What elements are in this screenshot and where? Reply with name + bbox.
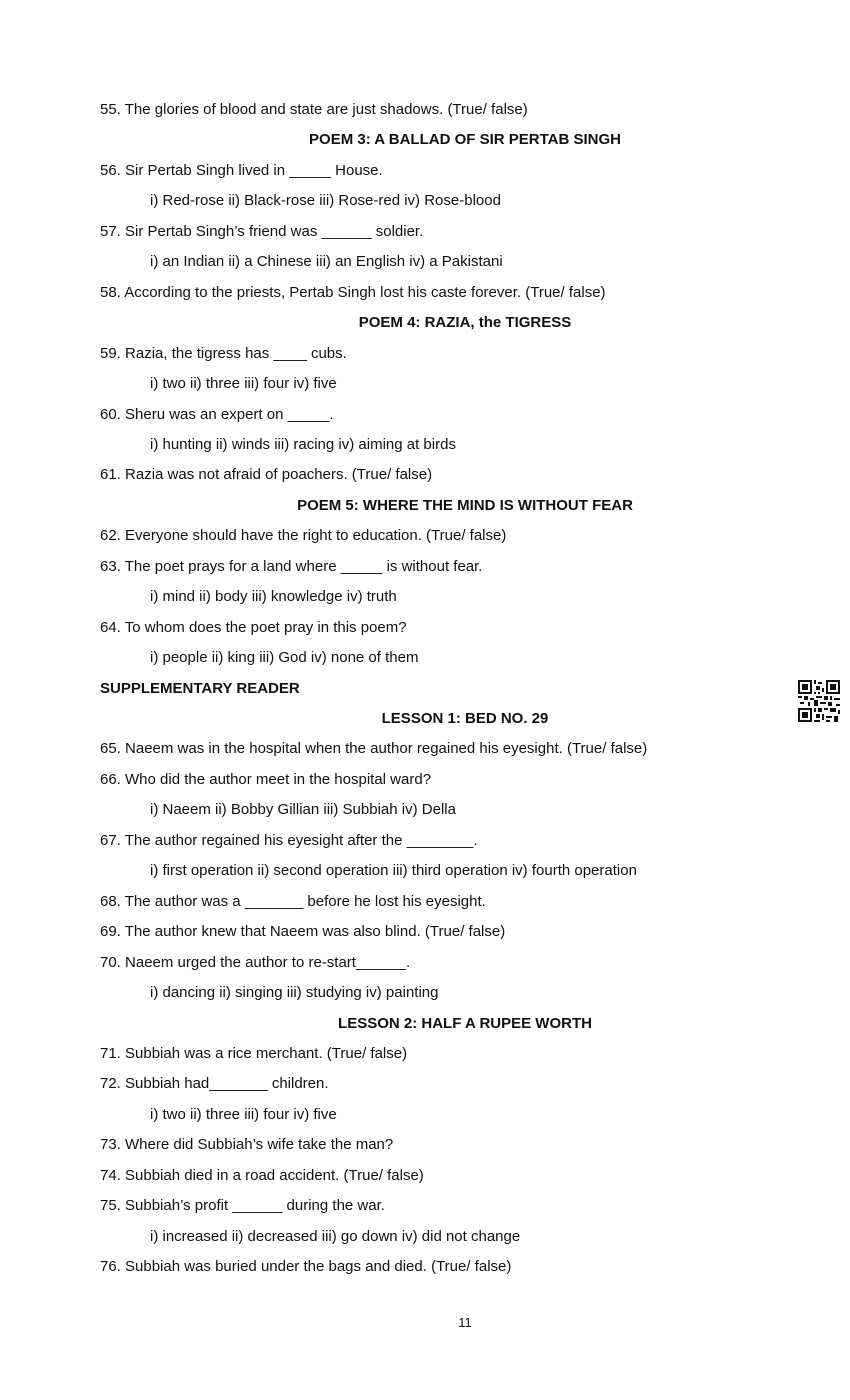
question-text: 60. Sheru was an expert on _____.: [100, 405, 334, 423]
answer-options: i) mind ii) body iii) knowledge iv) truth: [150, 588, 397, 606]
section-heading: LESSON 2: HALF A RUPEE WORTH: [338, 1014, 592, 1032]
question-text: 71. Subbiah was a rice merchant. (True/ false): [100, 1044, 408, 1062]
answer-options: i) people ii) king iii) God iv) none of them: [150, 649, 419, 667]
question-text: 69. The author knew that Naeem was also blind. (True/ false): [100, 923, 506, 941]
answer-options: i) Naeem ii) Bobby Gillian iii) Subbiah iv) Della: [150, 801, 456, 819]
answer-options: i) two ii) three iii) four iv) five: [150, 375, 337, 393]
section-title: SUPPLEMENTARY READER: [100, 679, 300, 697]
question-text: 75. Subbiah’s profit ______ during the war.: [100, 1197, 385, 1215]
question-text: 74. Subbiah died in a road accident. (True/ false): [100, 1166, 424, 1184]
answer-options: i) increased ii) decreased iii) go down iv) did not change: [150, 1227, 521, 1245]
answer-options: i) an Indian ii) a Chinese iii) an English iv) a Pakistani: [150, 253, 503, 271]
question-text: 76. Subbiah was buried under the bags and died. (True/ false): [100, 1258, 512, 1276]
question-text: 70. Naeem urged the author to re-start______.: [100, 953, 411, 971]
question-text: 66. Who did the author meet in the hospital ward?: [100, 770, 432, 788]
answer-options: i) two ii) three iii) four iv) five: [150, 1105, 337, 1123]
question-text: 68. The author was a _______ before he lost his eyesight.: [100, 892, 486, 910]
answer-options: i) Red-rose ii) Black-rose iii) Rose-red iv) Rose-blood: [150, 192, 501, 210]
question-text: 55. The glories of blood and state are just shadows. (True/ false): [100, 101, 528, 118]
section-heading: POEM 5: WHERE THE MIND IS WITHOUT FEAR: [297, 496, 633, 514]
page-number: 11: [458, 1315, 472, 1330]
question-text: 56. Sir Pertab Singh lived in _____ House.: [100, 161, 383, 179]
section-heading: POEM 4: RAZIA, the TIGRESS: [358, 314, 572, 332]
question-text: 67. The author regained his eyesight after the ________.: [100, 831, 478, 849]
question-text: 73. Where did Subbiah’s wife take the man?: [100, 1136, 394, 1154]
question-text: 63. The poet prays for a land where _____ is without fear.: [100, 557, 483, 575]
answer-options: i) hunting ii) winds iii) racing iv) aiming at birds: [150, 435, 456, 453]
question-text: 65. Naeem was in the hospital when the author regained his eyesight. (True/ false): [100, 740, 648, 758]
question-text: 57. Sir Pertab Singh’s friend was ______ soldier.: [100, 222, 424, 240]
question-text: 59. Razia, the tigress has ____ cubs.: [100, 344, 347, 362]
question-text: 61. Razia was not afraid of poachers. (True/ false): [100, 466, 433, 484]
question-text: 64. To whom does the poet pray in this poem?: [100, 618, 407, 636]
qr-code-icon: [798, 680, 840, 722]
question-text: 62. Everyone should have the right to education. (True/ false): [100, 527, 507, 545]
question-text: 72. Subbiah had_______ children.: [100, 1075, 329, 1093]
section-heading: LESSON 1: BED NO. 29: [381, 710, 549, 727]
answer-options: i) first operation ii) second operation iii) third operation iv) fourth operation: [150, 862, 637, 880]
answer-options: i) dancing ii) singing iii) studying iv) painting: [150, 984, 439, 1001]
question-text: 58. According to the priests, Pertab Singh lost his caste forever. (True/ false): [100, 283, 606, 301]
section-heading: POEM 3: A BALLAD OF SIR PERTAB SINGH: [309, 131, 621, 149]
